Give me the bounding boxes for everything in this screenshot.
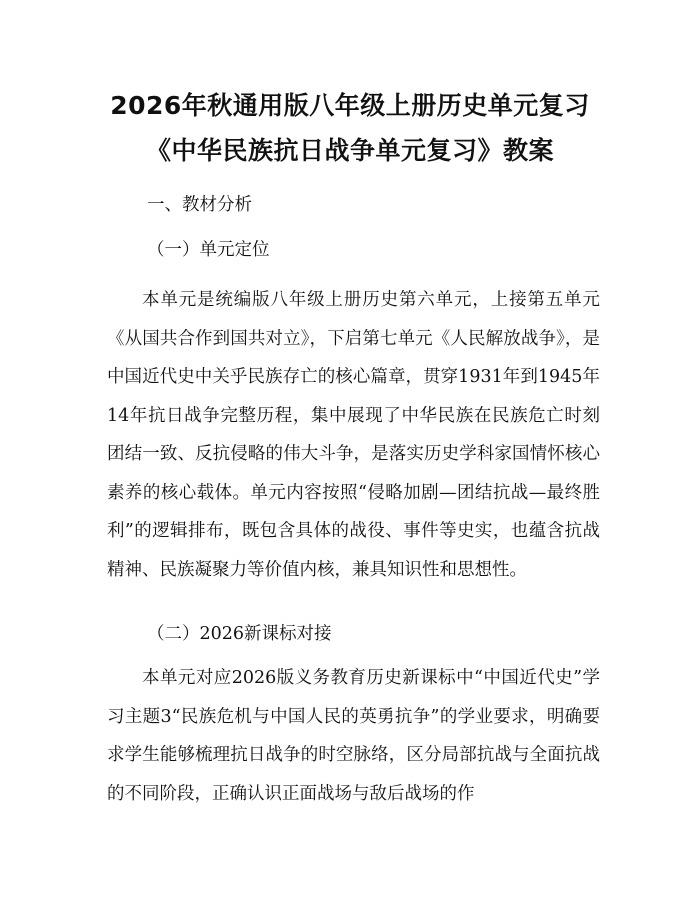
section-heading-textbook-analysis: 一、教材分析 — [147, 195, 252, 215]
document-title-line-1: 2026年秋通用版八年级上册历史单元复习 — [110, 91, 590, 120]
paragraph-curriculum-alignment: 本单元对应2026版义务教育历史新课标中“中国近代史”学习主题3“民族危机与中国人民的英勇抗争”的学业要求，明确要求学生能够梳理抗日战争的时空脉络，区分局部抗战与全面抗战的不同阶段，正确认识正面战场与敌后战场的作 — [107, 668, 600, 804]
paragraph-unit-positioning: 本单元是统编版八年级上册历史第六单元，上接第五单元《从国共合作到国共对立》，下启第七单元《人民解放战争》，是中国近代史中关乎民族存亡的核心篇章，贯穿1931年到1945年14年抗日战争完整历程，集中展现了中华民族在民族危亡时刻团结一致、反抗侵略的伟大斗争，是落实历史学科家国情怀核心素养的核心载体。单元内容按照“侵略加剧—团结抗战—最终胜利”的逻辑排布，既包含具体的战役、事件等史实，也蕴含抗战精神、民族凝聚力等价值内核，兼具知识性和思想性。 — [107, 290, 600, 580]
subsection-heading-unit-positioning: （一）单元定位 — [147, 240, 270, 260]
document-title-line-2: 《中华民族抗日战争单元复习》教案 — [145, 136, 554, 165]
subsection-heading-curriculum-alignment: （二）2026新课标对接 — [147, 624, 332, 644]
